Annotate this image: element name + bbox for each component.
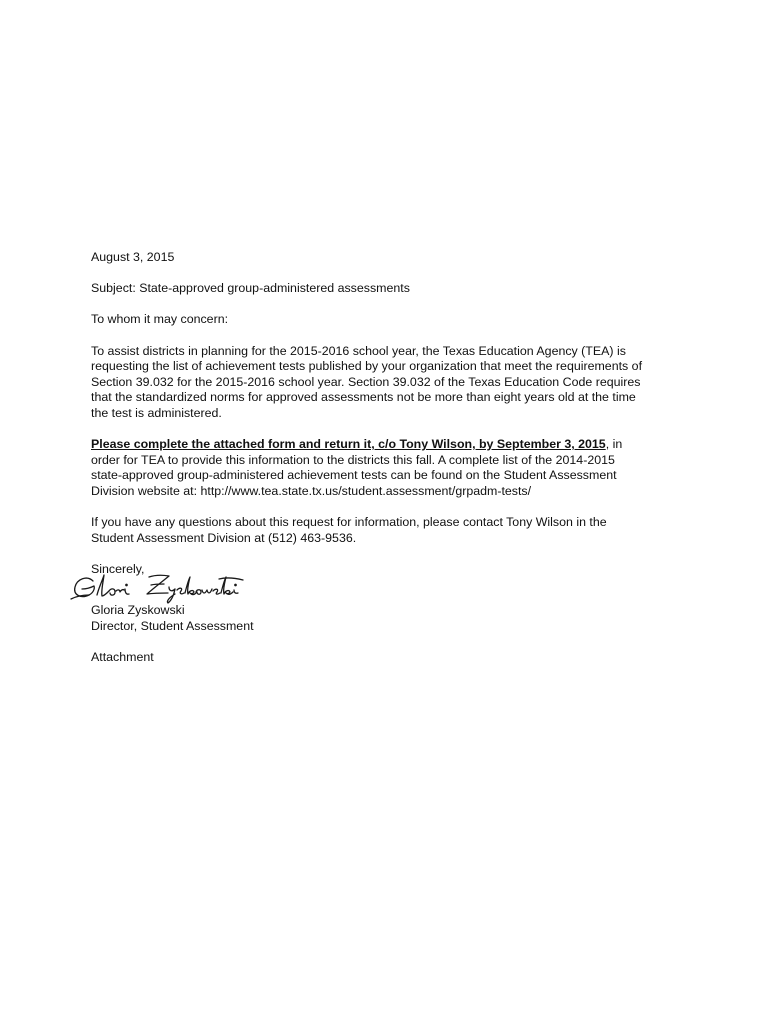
letter-salutation <box>91 312 691 328</box>
paragraph-line: If you have any questions about this request for information, please contact Tony Wilson in the <box>91 515 607 530</box>
signer-name: Gloria Zyskowski <box>91 603 185 618</box>
paragraph-line: Student Assessment Division at (512) 463-9536. <box>91 530 357 545</box>
paragraph-contact <box>91 515 691 546</box>
letter-subject <box>91 281 691 297</box>
paragraph-line: the test is administered. <box>91 405 222 420</box>
request-deadline-emphasis: Please complete the attached form and return it, c/o Tony Wilson, by September 3, 2015 <box>91 437 606 452</box>
signer-block <box>91 603 691 634</box>
paragraph-line: Section 39.032 for the 2015-2016 school year. Section 39.032 of the Texas Education Code requires <box>91 374 641 389</box>
paragraph-intro <box>91 344 691 422</box>
request-deadline-tail: , in <box>605 437 623 452</box>
signer-title: Director, Student Assessment <box>91 619 254 634</box>
paragraph-line <box>91 437 691 453</box>
salutation-text: To whom it may concern: <box>91 312 229 327</box>
paragraph-line: order for TEA to provide this information to the districts this fall. A complete list of the 2014-2015 <box>91 452 615 467</box>
enclosure-text: Attachment <box>91 650 154 665</box>
paragraph-line: that the standardized norms for approved assessments not be more than eight years old at the time <box>91 390 636 405</box>
paragraph-request <box>91 437 691 499</box>
paragraph-line: requesting the list of achievement tests published by your organization that meet the requirements of <box>91 359 643 374</box>
letter-body <box>91 250 691 681</box>
letter-date <box>91 250 691 266</box>
letter-enclosure <box>91 650 691 666</box>
paragraph-line: Division website at: http://www.tea.state.tx.us/student.assessment/grpadm-tests/ <box>91 483 532 498</box>
date-text: August 3, 2015 <box>91 250 175 264</box>
paragraph-line: state-approved group-administered achievement tests can be found on the Student Assessment <box>91 468 617 483</box>
closing-text: Sincerely, <box>91 561 145 576</box>
paragraph-line: To assist districts in planning for the 2015-2016 school year, the Texas Education Agency (TEA) is <box>91 343 626 358</box>
subject-text: Subject: State-approved group-administered assessments <box>91 281 410 296</box>
